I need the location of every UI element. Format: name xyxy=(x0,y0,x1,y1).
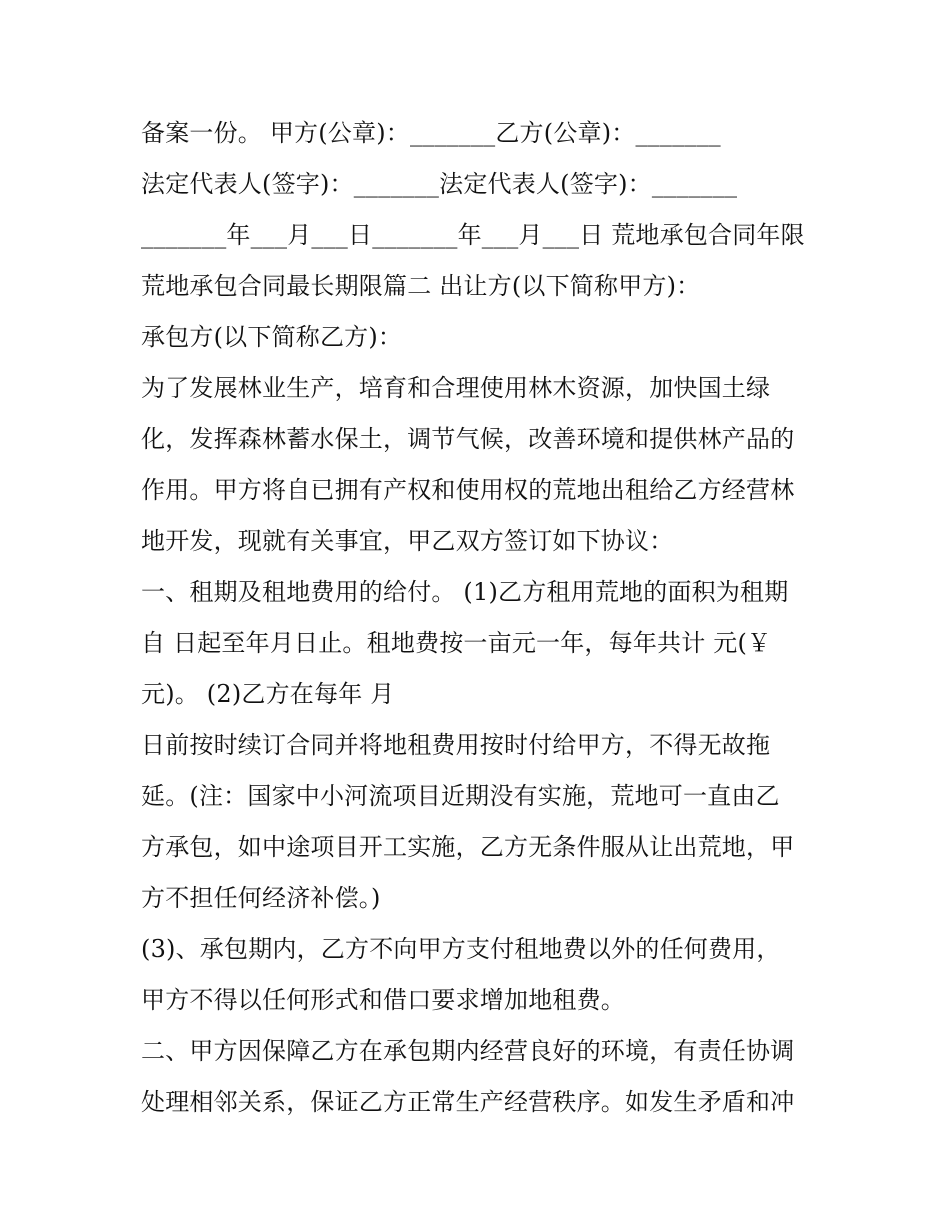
text-line: 一、租期及租地费用的给付。 (1)乙方租用荒地的面积为租期 xyxy=(141,578,789,606)
text-line: 方承包，如中途项目开工实施，乙方无条件服从让出荒地，甲 xyxy=(141,833,795,861)
text-line: 荒地承包合同最长期限篇二 出让方(以下简称甲方)： xyxy=(141,272,701,300)
text-line: 方不担任何经济补偿。) xyxy=(141,884,381,912)
text-line: 自 日起至年月日止。租地费按一亩元一年，每年共计 元(￥ xyxy=(141,629,772,657)
text-line: 元)。 (2)乙方在每年 月 xyxy=(141,680,395,708)
text-line: 处理相邻关系，保证乙方正常生产经营秩序。如发生矛盾和冲 xyxy=(141,1088,795,1116)
text-line: 化，发挥森林蓄水保土，调节气候，改善环境和提供林产品的 xyxy=(141,425,795,453)
text-line: 甲方不得以任何形式和借口要求增加地租费。 xyxy=(141,986,625,1014)
text-line: 二、甲方因保障乙方在承包期内经营良好的环境，有责任协调 xyxy=(141,1037,795,1065)
document-body xyxy=(141,108,821,1128)
text-line: 承包方(以下简称乙方)： xyxy=(141,323,403,351)
text-line: 法定代表人(签字)：_______法定代表人(签字)：_______ xyxy=(141,170,738,198)
text-line: (3)、承包期内，乙方不向甲方支付租地费以外的任何费用， xyxy=(141,935,781,963)
text-line: 作用。甲方将自已拥有产权和使用权的荒地出租给乙方经营林 xyxy=(141,476,795,504)
text-line: 为了发展林业生产，培育和合理使用林木资源，加快国土绿 xyxy=(141,374,771,402)
text-line: 日前按时续订合同并将地租费用按时付给甲方，不得无故拖 xyxy=(141,731,771,759)
text-line: 备案一份。 甲方(公章)：_______乙方(公章)：_______ xyxy=(141,119,721,147)
text-line: _______年___月___日_______年___月___日 荒地承包合同年限 xyxy=(141,221,805,249)
text-line: 延。(注：国家中小河流项目近期没有实施，荒地可一直由乙 xyxy=(141,782,780,810)
text-line: 地开发，现就有关事宜，甲乙双方签订如下协议： xyxy=(141,527,674,555)
